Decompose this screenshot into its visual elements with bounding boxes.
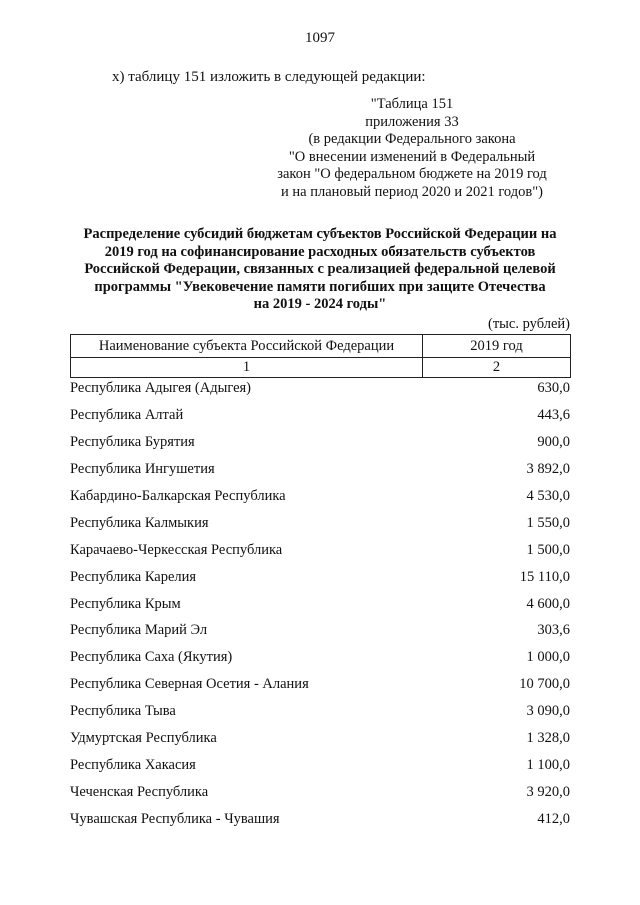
table-row <box>70 407 570 434</box>
subsidy-value: 1 500,0 <box>526 541 570 558</box>
column-header-year: 2019 год <box>423 335 571 358</box>
region-name: Республика Хакасия <box>70 757 196 774</box>
note-line: приложения 33 <box>365 113 459 130</box>
table-row <box>70 542 570 569</box>
note-line: (в редакции Федерального закона <box>308 131 516 147</box>
heading-line: 2019 год на софинансирование расходных обязательств субъектов <box>104 243 536 260</box>
note-line: закон "О федеральном бюджете на 2019 год <box>277 166 547 182</box>
subsidy-value: 1 100,0 <box>526 757 570 774</box>
table-row <box>70 515 570 542</box>
document-heading <box>66 226 574 314</box>
subsidy-value: 15 110,0 <box>519 568 570 585</box>
table-row <box>70 649 570 676</box>
table-row <box>70 569 570 596</box>
table-row <box>70 676 570 703</box>
table-row <box>70 703 570 730</box>
table-row <box>70 811 570 838</box>
region-name: Республика Ингушетия <box>70 460 215 477</box>
region-name: Республика Саха (Якутия) <box>70 649 233 666</box>
heading-line: Российской Федерации, связанных с реализацией федеральной целевой <box>84 261 556 277</box>
table-row <box>70 461 570 488</box>
column-number-2: 2 <box>423 358 571 378</box>
table-row <box>70 596 570 623</box>
table-row <box>70 757 570 784</box>
heading-line: Распределение субсидий бюджетам субъектов Российской Федерации на <box>83 226 557 242</box>
subsidy-value: 4 530,0 <box>526 487 570 504</box>
intro-text: х) таблицу 151 изложить в следующей редакции: <box>112 69 426 85</box>
region-name: Республика Марий Эл <box>70 622 208 639</box>
subsidy-value: 443,6 <box>537 406 570 423</box>
table-row <box>70 380 570 407</box>
note-line: "Таблица 151 <box>370 96 454 112</box>
region-name: Республика Алтай <box>70 406 184 423</box>
table-row <box>70 434 570 461</box>
table-body <box>70 380 570 838</box>
subsidy-value: 412,0 <box>537 811 570 827</box>
heading-line: на 2019 - 2024 годы" <box>253 296 387 312</box>
region-name: Республика Тыва <box>70 703 176 720</box>
region-name: Кабардино-Балкарская Республика <box>70 487 286 504</box>
region-name: Республика Карелия <box>70 568 197 585</box>
region-name: Чувашская Республика - Чувашия <box>70 811 280 827</box>
subsidy-value: 3 920,0 <box>526 784 570 801</box>
table-row <box>70 488 570 515</box>
region-name: Республика Крым <box>70 595 181 612</box>
subsidy-value: 1 000,0 <box>526 649 570 666</box>
table-row <box>70 622 570 649</box>
subsidy-value: 3 090,0 <box>526 703 570 720</box>
note-line: "О внесении изменений в Федеральный <box>288 148 536 165</box>
heading-line: программы "Увековечение памяти погибших при защите Отечества <box>94 278 546 295</box>
subsidy-value: 4 600,0 <box>526 595 570 612</box>
column-header-name: Наименование субъекта Российской Федерации <box>71 335 423 358</box>
region-name: Удмуртская Республика <box>70 730 217 747</box>
region-name: Чеченская Республика <box>70 784 209 801</box>
units-label: (тыс. рублей) <box>488 316 570 332</box>
region-name: Карачаево-Черкесская Республика <box>70 541 283 558</box>
subsidy-value: 630,0 <box>537 380 570 396</box>
note-line: и на плановый период 2020 и 2021 годов") <box>281 183 543 200</box>
subsidy-value: 1 550,0 <box>526 514 570 531</box>
subsidy-value: 1 328,0 <box>526 730 570 747</box>
column-number-1: 1 <box>71 358 423 378</box>
table-header <box>70 334 571 378</box>
table-row <box>70 784 570 811</box>
page-number: 1097 <box>305 30 335 46</box>
subsidy-value: 3 892,0 <box>526 460 570 477</box>
region-name: Республика Калмыкия <box>70 514 209 531</box>
subsidy-value: 303,6 <box>537 622 570 639</box>
region-name: Республика Адыгея (Адыгея) <box>70 380 252 396</box>
subsidy-value: 10 700,0 <box>519 676 570 693</box>
table-note <box>262 96 562 201</box>
table-row <box>70 730 570 757</box>
region-name: Республика Бурятия <box>70 433 195 450</box>
subsidy-value: 900,0 <box>537 433 570 450</box>
region-name: Республика Северная Осетия - Алания <box>70 676 309 693</box>
